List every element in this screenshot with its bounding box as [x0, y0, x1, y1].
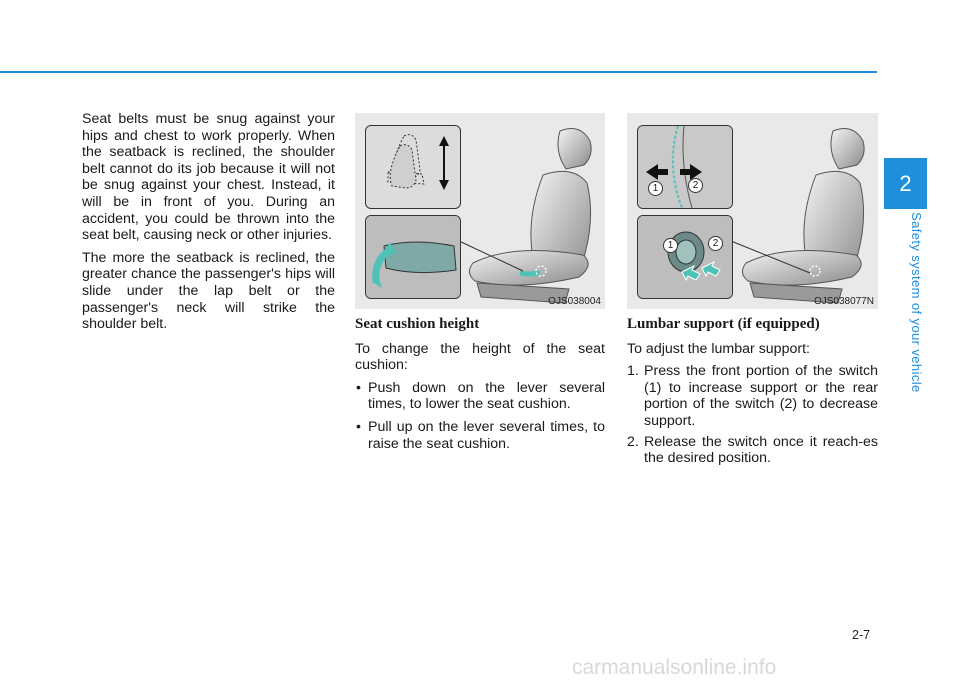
chapter-title: Safety system of your vehicle: [909, 212, 924, 393]
step-number: 2.: [627, 433, 639, 450]
section-intro: To adjust the lumbar support:: [627, 340, 810, 357]
paragraph-seatbelt-snug: Seat belts must be snug against your hips and chest to work properly. When the seatback is reclined, the shoulder belt cannot do its job because it will not be snug against your chest. Instead, it will be in front of you. During an accident, you could be thrown into the seat belt, causing neck or other injuries.: [82, 111, 335, 244]
seat-cushion-section: [355, 316, 605, 458]
seat-height-inset: [365, 125, 461, 209]
seat-height-diagram: [366, 126, 460, 208]
callout-1: 1: [648, 181, 663, 196]
list-item: • Pull up on the lever several times, to raise the seat cushion.: [355, 419, 605, 452]
chapter-number: 2: [899, 171, 912, 196]
step-text: Release the switch once it reach-es the desired position.: [644, 433, 878, 467]
callout-1: 1: [663, 238, 678, 253]
lumbar-support-section: [627, 316, 878, 471]
seatbelt-text-column: [82, 111, 335, 339]
callout-2: 2: [708, 236, 723, 251]
lumbar-support-figure: [627, 113, 878, 309]
watermark: carmanualsonline.info: [572, 656, 777, 679]
callout-2: 2: [688, 178, 703, 193]
lumbar-switch-inset: [637, 215, 733, 299]
lumbar-diagram: [638, 126, 732, 208]
step-text: Press the front portion of the switch (1) to increase support or the rear portion of the switch (2) to decrease support.: [644, 363, 878, 429]
seat-cushion-figure: [355, 113, 605, 309]
list-item: • Push down on the lever several times, to lower the seat cushion.: [355, 380, 605, 413]
list-item: [627, 434, 878, 467]
step-list: [627, 363, 878, 467]
header-rule: [0, 71, 877, 73]
chapter-tab: [884, 158, 927, 209]
seat-lever-diagram: [366, 216, 460, 298]
figure-code: OJS038077N: [813, 296, 874, 307]
lumbar-switch-diagram: [638, 216, 732, 298]
section-heading: Lumbar support (if equipped): [627, 316, 820, 332]
section-heading: Seat cushion height: [355, 316, 480, 332]
page-number: 2-7: [852, 628, 871, 642]
lumbar-inset: [637, 125, 733, 209]
figure-code: OJS038004: [548, 296, 601, 307]
instruction-list: [355, 380, 605, 452]
step-number: 1.: [627, 363, 639, 380]
list-item: [627, 363, 878, 429]
seat-lever-inset: [365, 215, 461, 299]
paragraph-seatback-reclined: The more the seatback is reclined, the greater chance the passenger's hips will slide under the lap belt or the passenger's neck will strike the shoulder belt.: [82, 249, 335, 333]
section-intro: To change the height of the seat cushion:: [355, 340, 605, 374]
